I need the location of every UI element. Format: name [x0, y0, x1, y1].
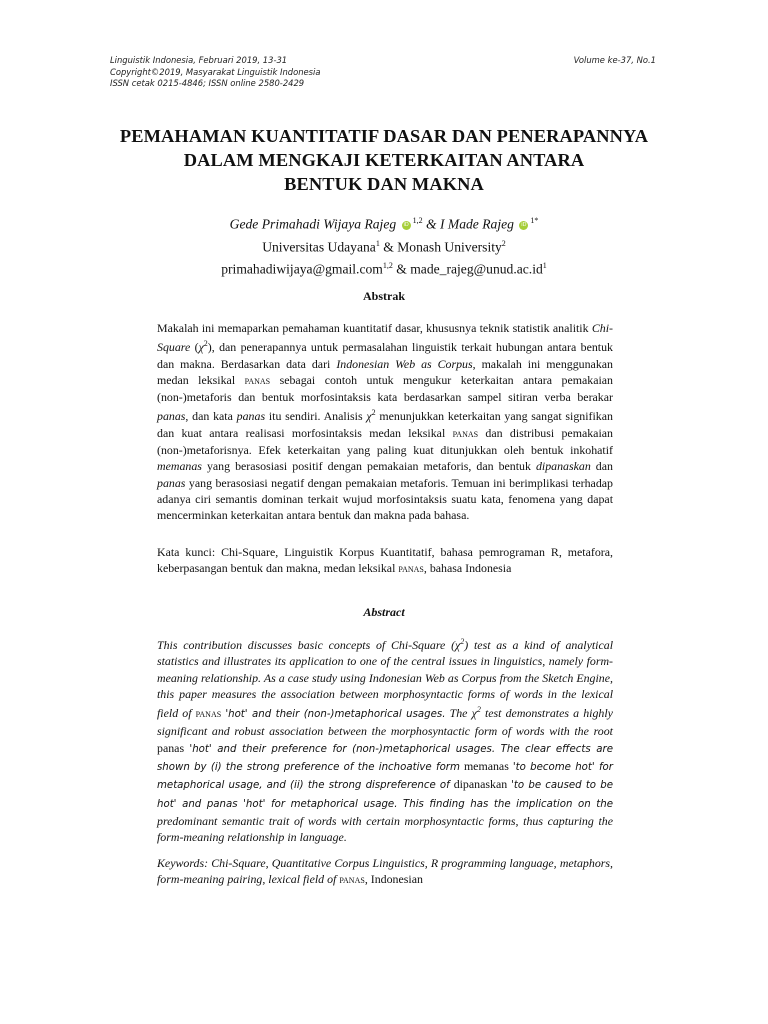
affiliation-separator: &: [383, 239, 394, 255]
abstract-gloss: 'hot' and their (non-)metaphorical usages.: [225, 709, 446, 721]
abstrak-heading: Abstrak: [362, 289, 405, 303]
abstrak-text: itu sendiri. Analisis: [268, 409, 363, 424]
abstrak-text: yang berasosiasi negatif dengan pemakaian metaforis. Temuan ini berimplikasi terhadap adanya ciri semantis dominan terkait wujud morfosintaksis suatu kata, fenomena yang dapat mencerminkan keterkaitan antara bentuk dan makna pada bahasa.: [157, 475, 613, 523]
abstrak-term: Chi-Square: [157, 321, 613, 355]
abstract-upright-term: panas: [157, 740, 185, 755]
chi-square-exponent: 2: [371, 408, 376, 418]
abstrak-term: dipanaskan: [535, 459, 591, 474]
affiliations: [100, 234, 668, 257]
abstrak-text: dan: [595, 459, 613, 474]
abstrak-term: memanas: [157, 459, 202, 474]
keywords-text: , Indonesian: [364, 872, 423, 887]
issn-line: ISSN cetak 0215-4846; ISSN online 2580-2429: [110, 78, 305, 88]
emails: [100, 256, 668, 279]
orcid-icon[interactable]: iD: [521, 221, 527, 228]
chi-symbol: χ: [455, 637, 461, 652]
abstrak-text: , dan kata: [185, 409, 233, 424]
abstrak-text: menunjukkan keterkaitan yang sangat signifikan dan kuat antara realisasi morfosintaksis medan leksikal: [157, 409, 613, 440]
title-line-3: BENTUK DAN MAKNA: [284, 174, 484, 194]
abstract-text: This contribution discusses basic concepts of Chi-Square (: [157, 637, 456, 652]
abstract-body: [157, 634, 613, 846]
abstract-text: test demonstrates a highly significant and robust association between the morphosyntactic form of words with the root: [157, 706, 613, 739]
abstract-smallcaps: panas: [195, 708, 222, 721]
chi-symbol: χ: [198, 340, 204, 355]
author-1-name: Gede Primahadi Wijaya Rajeg: [229, 216, 397, 232]
chi-square-exponent: 2: [203, 339, 208, 349]
abstrak-text: dan distribusi pemakaian (non-)metaforisnya. Efek keterkaitan yang paling kuat ditunjukkan oleh bentuk inkohatif: [157, 425, 613, 458]
paper-title: [80, 124, 688, 196]
kata-kunci-text: Kata kunci: Chi-Square, Linguistik Korpus Kuantitatif, bahasa pemrograman R, metafora, keberpasangan bentuk dan makna, medan leksikal: [157, 545, 613, 576]
abstrak-text: , makalah ini menggunakan medan leksikal: [157, 356, 613, 387]
chi-symbol: χ: [366, 409, 372, 424]
abstract-upright-term: memanas: [463, 759, 509, 774]
chi-square-exponent: 2: [460, 637, 465, 646]
author-2-affil-sup: 1*: [530, 216, 539, 225]
author-separator: &: [425, 216, 437, 232]
keywords-text: Keywords: Chi-Square, Quantitative Corpus Linguistics, R programming language, metaphors, form-meaning pairing, lexical field of: [157, 856, 613, 887]
abstrak-term: panas: [157, 475, 186, 490]
kata-kunci: [157, 544, 613, 578]
kata-kunci-text: , bahasa Indonesia: [423, 561, 512, 576]
title-line-1: PEMAHAMAN KUANTITATIF DASAR DAN PENERAPANNYA: [119, 126, 649, 146]
email-1-sup: 1,2: [382, 261, 393, 271]
author-block: [100, 211, 668, 279]
abstract-gloss: 'to become hot' for metaphorical usage, and (ii) the strong dispreference of: [157, 762, 613, 792]
keywords: [157, 855, 613, 889]
email-1[interactable]: primahadiwijaya@gmail.com: [221, 261, 383, 277]
affiliation-1-sup: 1: [375, 238, 380, 248]
abstrak-smallcaps: panas: [244, 374, 271, 387]
abstract-gloss: 'hot' and their preference for (non-)metaphorical usages. The clear effects are shown by (i) the strong preference of the inchoative form: [157, 743, 613, 774]
abstrak-term: panas: [236, 409, 266, 424]
abstract-text: ) test as a kind of analytical statistics and illustrates its application to one of the central issues in linguistics, namely form-meaning relationship. As a case study using Indonesian Web as Corpus from the Sketch Engine, this paper measures the association between morphosyntactic forms of words in the lexical field of: [157, 637, 614, 721]
abstract-text: The: [449, 706, 468, 721]
volume-label: Volume ke-37, No.1: [573, 55, 656, 65]
abstrak-term: Indonesian Web as Corpus: [336, 356, 473, 371]
journal-citation: Linguistik Indonesia, Februari 2019, 13-31: [110, 55, 288, 65]
email-separator: &: [396, 261, 407, 277]
abstrak-text: Makalah ini memaparkan pemahaman kuantitatif dasar, khususnya teknik statistik analitik: [157, 321, 589, 335]
abstrak-text: ), dan penerapannya untuk permasalahan linguistik terkait hubungan antara bentuk dan makna. Berdasarkan data dari: [157, 340, 613, 371]
abstract-text: predominant semantic trait of words with certain morphosyntactic forms, thus capturing the form-meaning relationship in language.: [157, 813, 613, 845]
email-2-sup: 1: [542, 261, 547, 271]
copyright-line: Copyright©2019, Masyarakat Linguistik Indonesia: [110, 66, 321, 77]
affiliation-2: Monash University: [397, 239, 502, 255]
keywords-smallcaps: panas: [339, 874, 365, 887]
abstrak-body: [157, 320, 613, 524]
chi-square-exponent: 2: [476, 705, 481, 715]
abstract-upright-term: dipanaskan: [453, 777, 508, 792]
abstract-heading: Abstract: [363, 605, 405, 619]
affiliation-2-sup: 2: [501, 238, 506, 248]
abstrak-text: sebagai contoh untuk mengukur keterkaitan antara pemakaian (non-)metaforis dan bentuk morfosintaksis kata berdasarkan sampel sitiran verba berakar: [157, 372, 613, 405]
affiliation-1: Universitas Udayana: [262, 239, 376, 255]
abstrak-text: (: [194, 340, 199, 355]
chi-symbol: χ: [471, 706, 477, 721]
author-names: [100, 211, 668, 234]
author-2-name: I Made Rajeg: [439, 216, 514, 232]
abstrak-text: yang berasosiasi positif dengan pemakaian metaforis, dan bentuk: [206, 459, 531, 474]
abstrak-term: panas: [157, 409, 186, 424]
author-1-affil-sup: 1,2: [412, 216, 423, 225]
email-2[interactable]: made_rajeg@unud.ac.id: [410, 261, 543, 277]
abstrak-smallcaps: panas: [452, 427, 479, 440]
title-line-2: DALAM MENGKAJI KETERKAITAN ANTARA: [183, 150, 585, 170]
orcid-icon[interactable]: iD: [403, 221, 409, 228]
kata-kunci-smallcaps: panas: [398, 563, 424, 576]
running-header-left: [110, 55, 321, 90]
abstract-gloss: 'to be caused to be hot' and panas 'hot' for metaphorical usage. This finding has the implication on the: [157, 780, 613, 810]
